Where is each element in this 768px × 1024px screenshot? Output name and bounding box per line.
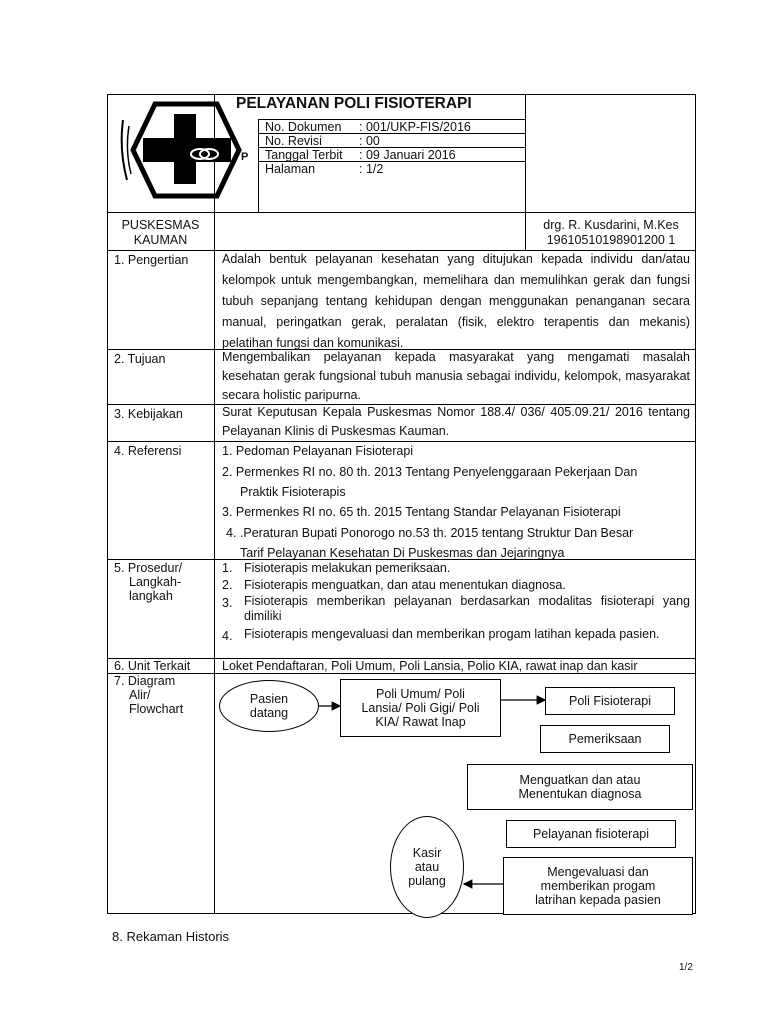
logo-letter: P bbox=[241, 151, 249, 163]
prosedur-text-2: Fisioterapis menguatkan, dan atau menentukan diagnosa. bbox=[244, 578, 566, 592]
rekaman-historis-label: 8. Rekaman Historis bbox=[112, 929, 230, 944]
section-text-pengertian: Adalah bentuk pelayanan kesehatan yang ditujukan kepada individu dan/atau kelompok untuk mengembangkan, memelihara dan memulihkan gerak dan fungsi tubuh sepanjang tentang kehidupan dengan menggunakan penanganan secara manual, peringatkan gerak, peralatan (fisik, elektro terapentis dan mekanis) pelatihan fungsi dan komunikasi. bbox=[222, 252, 690, 350]
flow-node-poli-umum: Poli Umum/ Poli Lansia/ Poli Gigi/ Poli KIA/ Rawat Inap bbox=[340, 679, 501, 737]
section-label-referensi: 4. Referensi bbox=[114, 444, 182, 458]
prosedur-num-2: 2. bbox=[222, 578, 233, 592]
prosedur-text-4: Fisioterapis mengevaluasi dan memberikan progam latihan kepada pasien. bbox=[244, 627, 660, 641]
prosedur-num-4: 4. bbox=[222, 629, 233, 643]
signer-name: drg. R. Kusdarini, M.Kes bbox=[543, 218, 679, 232]
org-name-line1: PUSKESMAS bbox=[121, 218, 200, 232]
section-label-prosedur-3: langkah bbox=[129, 589, 173, 603]
meta-value-halaman: : 1/2 bbox=[359, 162, 384, 176]
meta-label-halaman: Halaman bbox=[265, 162, 316, 176]
section-label-tujuan: 2. Tujuan bbox=[114, 352, 166, 366]
section-label-unit: 6. Unit Terkait bbox=[114, 659, 191, 673]
section-text-tujuan: Mengembalikan pelayanan kepada masyarakat yang mengamati masalah kesehatan gerak fungsional tubuh manusia sebagai individu, kelompok, masyarakat secara holistic paripurna. bbox=[222, 350, 690, 402]
referensi-item-3: 3. Permenkes RI no. 65 th. 2015 Tentang Standar Pelayanan Fisioterapi bbox=[222, 505, 621, 519]
referensi-item-1: 1. Pedoman Pelayanan Fisioterapi bbox=[222, 444, 414, 458]
signer-nip: 19610510198901200 1 bbox=[546, 233, 676, 247]
meta-label-tanggal: Tanggal Terbit bbox=[265, 148, 343, 162]
document-title: PELAYANAN POLI FISIOTERAPI bbox=[236, 95, 472, 112]
section-label-diagram: 7. Diagram bbox=[114, 674, 176, 688]
meta-label-revisi: No. Revisi bbox=[265, 134, 322, 148]
flow-node-menguatkan: Menguatkan dan atau Menentukan diagnosa bbox=[467, 764, 693, 810]
org-name-line2: KAUMAN bbox=[133, 233, 188, 247]
flow-node-pelayanan: Pelayanan fisioterapi bbox=[506, 820, 676, 848]
prosedur-num-3: 3. bbox=[222, 596, 233, 610]
prosedur-num-1: 1. bbox=[222, 561, 233, 575]
section-text-unit: Loket Pendaftaran, Poli Umum, Poli Lansia, Polio KIA, rawat inap dan kasir bbox=[222, 659, 638, 673]
referensi-item-4: 4. .Peraturan Bupati Ponorogo no.53 th. 2015 tentang Struktur Dan Besar bbox=[226, 526, 634, 540]
section-label-pengertian: 1. Pengertian bbox=[114, 253, 189, 267]
section-label-prosedur: 5. Prosedur/ bbox=[114, 561, 183, 575]
flow-node-poli-fisioterapi: Poli Fisioterapi bbox=[545, 687, 675, 715]
section-label-diagram-3: Flowchart bbox=[129, 702, 184, 716]
meta-value-tanggal: : 09 Januari 2016 bbox=[359, 148, 456, 162]
meta-label-dokumen: No. Dokumen bbox=[265, 120, 342, 134]
page-number: 1/2 bbox=[679, 962, 693, 973]
flow-node-pemeriksaan: Pemeriksaan bbox=[540, 725, 670, 753]
meta-value-dokumen: : 001/UKP-FIS/2016 bbox=[359, 120, 471, 134]
section-text-kebijakan: Surat Keputusan Kepala Puskesmas Nomor 188.4/ 036/ 405.09.21/ 2016 tentang Pelayanan Klinis di Puskesmas Kauman. bbox=[222, 405, 690, 438]
referensi-item-4-cont: Tarif Pelayanan Kesehatan Di Puskesmas dan Jejaringnya bbox=[240, 546, 565, 560]
referensi-item-2: 2. Permenkes RI no. 80 th. 2013 Tentang Penyelenggaraan Pekerjaan Dan bbox=[222, 465, 638, 479]
flow-node-evaluasi: Mengevaluasi dan memberikan progam latrihan kepada pasien bbox=[503, 857, 693, 915]
prosedur-text-3: Fisioterapis memberikan pelayanan berdasarkan modalitas fisioterapi yang dimiliki bbox=[244, 594, 690, 623]
flow-node-kasir: Kasir atau pulang bbox=[390, 816, 464, 918]
section-label-kebijakan: 3. Kebijakan bbox=[114, 407, 183, 421]
prosedur-text-1: Fisioterapis melakukan pemeriksaan. bbox=[244, 561, 451, 575]
meta-value-revisi: : 00 bbox=[359, 134, 380, 148]
section-label-prosedur-2: Langkah- bbox=[129, 575, 182, 589]
flow-node-pasien-datang: Pasien datang bbox=[219, 680, 319, 732]
referensi-item-2-cont: Praktik Fisioterapis bbox=[240, 485, 346, 499]
section-label-diagram-2: Alir/ bbox=[129, 688, 151, 702]
